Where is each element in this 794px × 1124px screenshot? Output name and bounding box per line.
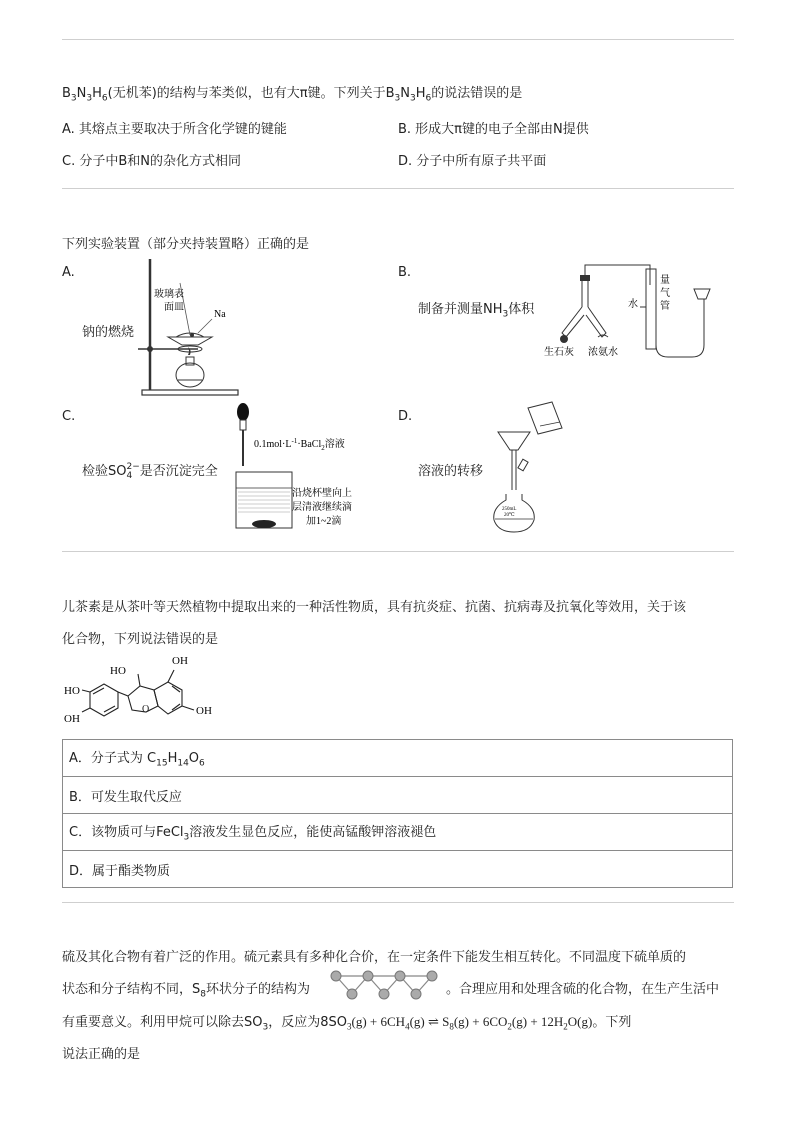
flask-label-temp: 20℃ xyxy=(504,513,515,518)
flask-label-volume: 250mL xyxy=(502,507,517,512)
q4-line2: 状态和分子结构不同，$S_8$环状分子的结构为 xyxy=(62,982,311,1000)
label-reagent: $0.1mol\cdot L^{-1}\cdot BaCl_2$溶液 xyxy=(254,437,345,452)
ring-oxygen: O xyxy=(142,704,150,715)
q1-stem: $B_3N_3H_6$(无机苯)的结构与苯类似，也有大π键。下列关于$B_3N_3H_6$的说法错误的是 xyxy=(62,86,523,104)
oh-label-4: OH xyxy=(64,713,80,725)
q3-option-d[interactable]: D．属于酯类物质 xyxy=(63,851,733,888)
label-note-1: 沿烧杯壁向上 xyxy=(292,488,352,499)
q2-option-c-caption: 检验SO 2− 4 是否沉淀完全 xyxy=(82,461,218,481)
label-tube-2: 气 xyxy=(660,288,670,299)
label-glass-1: 玻璃表 xyxy=(154,289,184,300)
label-note-3: 加1~2滴 xyxy=(306,516,342,527)
q2-option-b-caption: 制备并测量$NH_3$体积 xyxy=(418,302,535,320)
q3-option-a[interactable]: A．分子式为 $C_{15}H_{14}O_6$ xyxy=(63,740,733,777)
oh-label-1: HO xyxy=(110,665,126,677)
label-na: Na xyxy=(214,309,226,320)
q3-options-table xyxy=(62,739,733,888)
separator-q2 xyxy=(62,551,734,552)
solution-transfer-apparatus xyxy=(490,398,580,538)
label-tube-1: 量 xyxy=(660,275,670,286)
label-note-2: 层清液继续滴 xyxy=(292,502,352,513)
oh-label-2: OH xyxy=(172,655,188,667)
q1-option-a[interactable]: A. 其熔点主要取决于所含化学键的键能 xyxy=(62,122,287,137)
s8-ring-structure-icon xyxy=(326,968,442,1002)
label-lime: 生石灰 xyxy=(544,347,574,358)
separator-q3 xyxy=(62,902,734,903)
q1-option-c[interactable]: C. 分子中B和N的杂化方式相同 xyxy=(62,154,241,169)
q3-option-c[interactable]: C．该物质可与FeCl$_3$溶液发生显色反应，能使高锰酸钾溶液褪色 xyxy=(63,814,733,851)
label-glass-2: 面皿 xyxy=(164,302,184,313)
label-water: 水 xyxy=(628,299,638,310)
separator-q1 xyxy=(62,188,734,189)
q2-option-d-caption: 溶液的转移 xyxy=(418,464,484,479)
q2-option-d-letter[interactable]: D. xyxy=(398,409,413,424)
label-tube-3: 管 xyxy=(660,301,670,312)
q3-stem-line1: 儿茶素是从茶叶等天然植物中提取出来的一种活性物质，具有抗炎症、抗菌、抗病毒及抗氧化等效用，关于该 xyxy=(62,600,687,615)
catechin-structure xyxy=(62,650,232,738)
q4-line3: 有重要意义。利用甲烷可以除去$SO_3$，反应为$8SO_3(g) + 6CH_4(g)$ ⇌ $S_8(g) + 6CO_2(g) + 12H_2O(g)$。下列 xyxy=(62,1014,632,1033)
sodium-combustion-apparatus xyxy=(128,255,240,400)
ammonia-gas-apparatus xyxy=(540,255,730,365)
q4-line1: 硫及其化合物有着广泛的作用。硫元素具有多种化合价，在一定条件下能发生相互转化。不同温度下硫单质的 xyxy=(62,950,687,965)
q1-option-b[interactable]: B. 形成大π键的电子全部由N提供 xyxy=(398,122,589,137)
sulfate-test-apparatus xyxy=(228,400,388,535)
q3-stem-line2: 化合物，下列说法错误的是 xyxy=(62,632,219,647)
q2-option-a-letter[interactable]: A. xyxy=(62,265,75,280)
q4-line2-post: 。合理应用和处理含硫的化合物，在生产生活中 xyxy=(446,982,720,997)
q2-option-a-caption: 钠的燃烧 xyxy=(82,325,135,340)
q3-option-b[interactable]: B．可发生取代反应 xyxy=(63,777,733,814)
separator-top xyxy=(62,39,734,40)
q2-option-c-letter[interactable]: C. xyxy=(62,409,76,424)
q2-stem: 下列实验装置（部分夹持装置略）正确的是 xyxy=(62,237,310,252)
q1-option-d[interactable]: D. 分子中所有原子共平面 xyxy=(398,154,547,169)
label-ammonia: 浓氨水 xyxy=(588,347,618,358)
oh-label-3: HO xyxy=(64,685,80,697)
q4-line4: 说法正确的是 xyxy=(62,1047,141,1062)
oh-label-5: OH xyxy=(196,705,212,717)
q2-option-b-letter[interactable]: B. xyxy=(398,265,412,280)
